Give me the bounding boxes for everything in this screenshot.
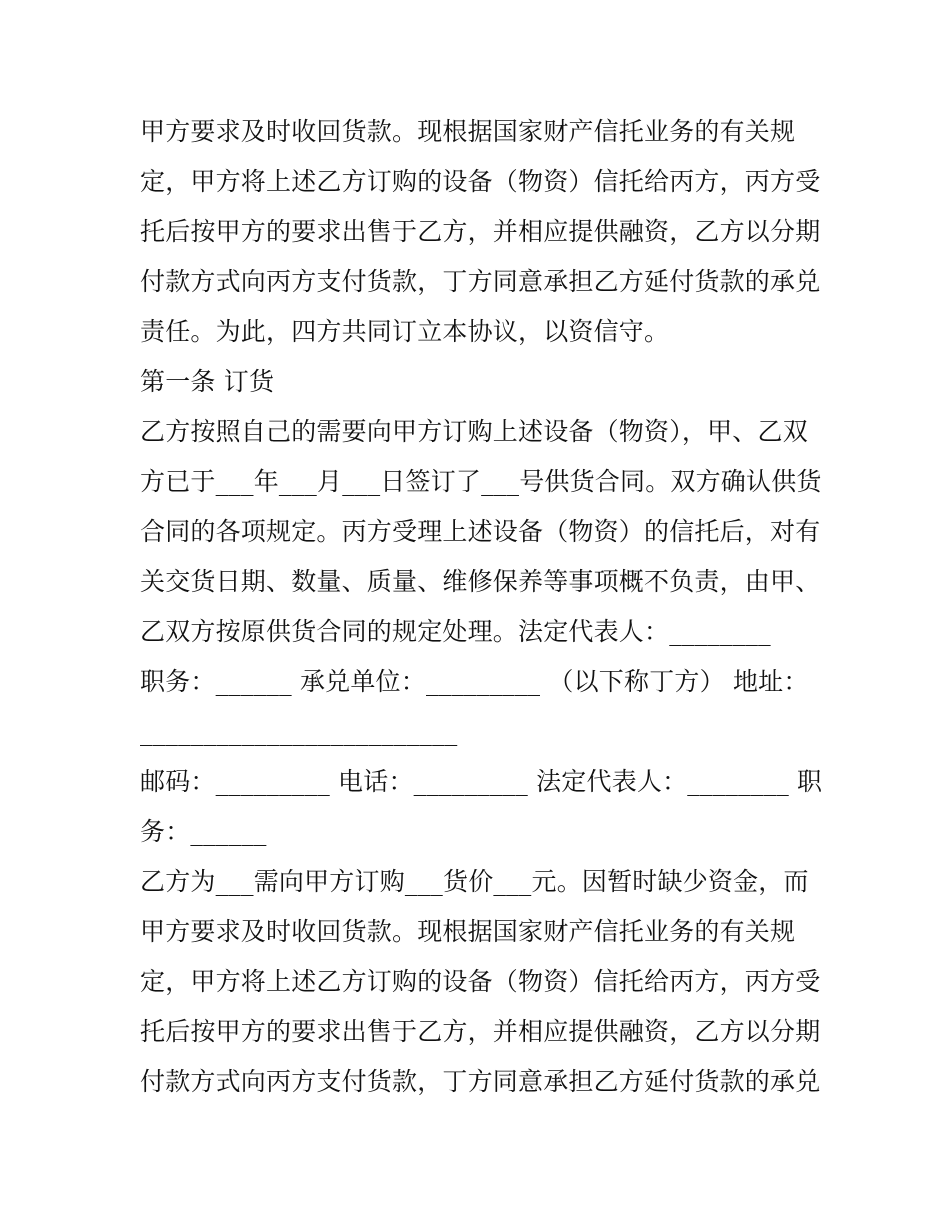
text-line: 职务：______ 承兑单位：_________ （以下称丁方） 地址： [140,667,809,696]
text-line: 合同的各项规定。丙方受理上述设备（物资）的信托后，对有 [140,517,821,546]
text-line: 付款方式向丙方支付货款，丁方同意承担乙方延付货款的承兑 [140,267,821,296]
blank-field-line: _________________________ [140,717,458,746]
text-line: 托后按甲方的要求出售于乙方，并相应提供融资，乙方以分期 [140,217,821,246]
text-line: 责任。为此，四方共同订立本协议，以资信守。 [140,317,670,346]
text-line: 乙方为___需向甲方订购___货价___元。因暂时缺少资金，而 [140,867,809,896]
text-line: 定，甲方将上述乙方订购的设备（物资）信托给丙方，丙方受 [140,967,821,996]
section-heading: 第一条 订货 [140,367,275,396]
text-line: 付款方式向丙方支付货款，丁方同意承担乙方延付货款的承兑 [140,1067,821,1096]
text-line: 关交货日期、数量、质量、维修保养等事项概不负责，由甲、 [140,567,821,596]
text-line: 定，甲方将上述乙方订购的设备（物资）信托给丙方，丙方受 [140,167,821,196]
text-line: 甲方要求及时收回货款。现根据国家财产信托业务的有关规 [140,117,796,146]
text-line: 乙方按照自己的需要向甲方订购上述设备（物资），甲、乙双 [140,417,808,446]
text-line: 邮码：_________ 电话：_________ 法定代表人：________ 职 [140,767,823,796]
text-line: 托后按甲方的要求出售于乙方，并相应提供融资，乙方以分期 [140,1017,821,1046]
text-line: 甲方要求及时收回货款。现根据国家财产信托业务的有关规 [140,917,796,946]
text-line: 务：______ [140,817,267,846]
text-line: 乙双方按原供货合同的规定处理。法定代表人：________ [140,617,771,646]
text-line: 方已于___年___月___日签订了___号供货合同。双方确认供货 [140,467,822,496]
